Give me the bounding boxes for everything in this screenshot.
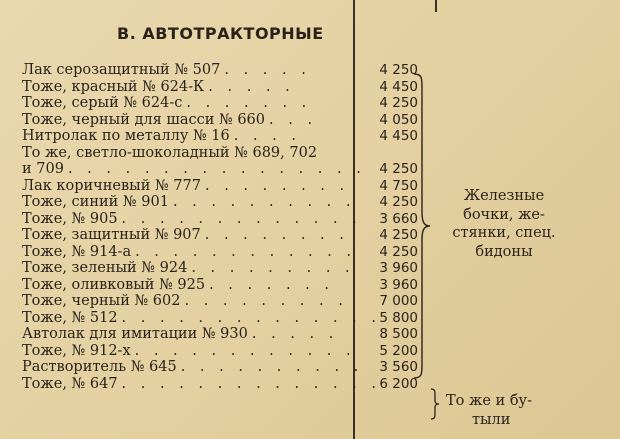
item-price: 5 200 [379,342,418,359]
item-name: Растворитель № 645 [22,359,177,375]
table-row: Тоже, защитный № 907 . . . . . . . . 4 250 [22,227,418,243]
item-name: Тоже, № 912-х [22,342,131,359]
table-row: Тоже, № 512 . . . . . . . . . . . . . . 5 800 [22,309,418,326]
item-name: Нитролак по металлу № 16 [22,128,230,144]
item-price: 6 200 [379,375,418,392]
column-divider-top [435,0,437,12]
section-title: В. АВТОТРАКТОРНЫЕ [117,24,324,43]
table-row: и 709 . . . . . . . . . . . . . . . . 4 250 [22,161,418,177]
item-name: Тоже, зеленый № 924 [22,260,188,276]
item-price: 4 250 [379,62,418,78]
table-row: Тоже, № 905 . . . . . . . . . . . . . 3 660 [22,210,418,227]
table-row: Тоже, красный № 624-К . . . . . 4 450 [22,78,418,95]
item-name: Тоже, черный № 602 [22,293,181,309]
item-name: Тоже, черный для шасси № 660 [22,111,266,128]
item-name: Автолак для имитации № 930 [22,326,248,342]
item-price: 8 500 [379,326,418,342]
item-price: 4 250 [379,243,418,260]
table-row: Лак коричневый № 777 . . . . . . . . 4 750 [22,177,418,194]
item-name: То же, светло-шоколадный № 689, 702 [22,144,318,161]
item-price: 3 660 [379,210,418,227]
item-name: Тоже, № 914-а [22,243,132,260]
table-row [0,145,620,162]
item-price: 3 560 [379,359,418,375]
item-name: Тоже, красный № 624-К [22,78,205,95]
item-price: 3 960 [379,260,418,276]
item-price: 4 250 [379,161,418,177]
item-price: 4 450 [379,128,418,144]
table-row: Тоже, черный для шасси № 660 . . . 4 050 [22,111,418,128]
table-row: Автолак для имитации № 930 . . . . . 8 500 [22,326,418,342]
table-row: Тоже, зеленый № 924 . . . . . . . . . 3 960 [22,260,418,276]
item-name: Тоже, № 512 [22,309,118,326]
item-price: 4 250 [379,227,418,243]
item-price: 4 050 [379,111,418,128]
grouping-brace [412,72,432,380]
table-row: Тоже, оливковый № 925 . . . . . . . 3 960 [22,276,418,293]
table-row: Тоже, № 912-х . . . . . . . . . . . . 5 200 [22,342,418,359]
table-row: Тоже, серый № 624-с . . . . . . . 4 250 [22,95,418,111]
container-note-1: Железные бочки, же- стянки, спец. бидоны [452,188,556,260]
item-name: Лак коричневый № 777 [22,177,201,194]
container-note-2: То же и бу- тыли [446,393,532,428]
item-name: Лак серозащитный № 507 [22,62,221,78]
item-price: 4 450 [379,78,418,95]
item-name: Тоже, синий № 901 [22,194,169,210]
item-price: 5 800 [379,309,418,326]
table-row: Растворитель № 645 . . . . . . . . . . 3 560 [22,359,418,375]
item-name: Тоже, № 647 [22,375,118,392]
item-price: 3 960 [379,276,418,293]
grouping-brace-small [429,388,441,420]
table-row: Тоже, черный № 602 . . . . . . . . . 7 000 [22,293,418,309]
table-row: Тоже, синий № 901 . . . . . . . . . . 4 250 [22,194,418,210]
item-price: 4 750 [379,177,418,194]
table-row: Нитролак по металлу № 16 . . . . 4 450 [22,128,418,144]
item-name: Тоже, защитный № 907 [22,227,201,243]
item-name: Тоже, серый № 624-с [22,95,183,111]
item-name: и 709 [22,161,64,177]
table-row: Лак серозащитный № 507 . . . . . 4 250 [22,62,418,78]
item-name: Тоже, № 905 [22,210,118,227]
table-row: Тоже, № 647 . . . . . . . . . . . . . . 6 200 [22,375,418,392]
item-price: 4 250 [379,95,418,111]
item-price: 4 250 [379,194,418,210]
item-price: 7 000 [379,293,418,309]
item-name: Тоже, оливковый № 925 [22,276,206,293]
table-row: Тоже, № 914-а . . . . . . . . . . . . 4 250 [22,243,418,260]
